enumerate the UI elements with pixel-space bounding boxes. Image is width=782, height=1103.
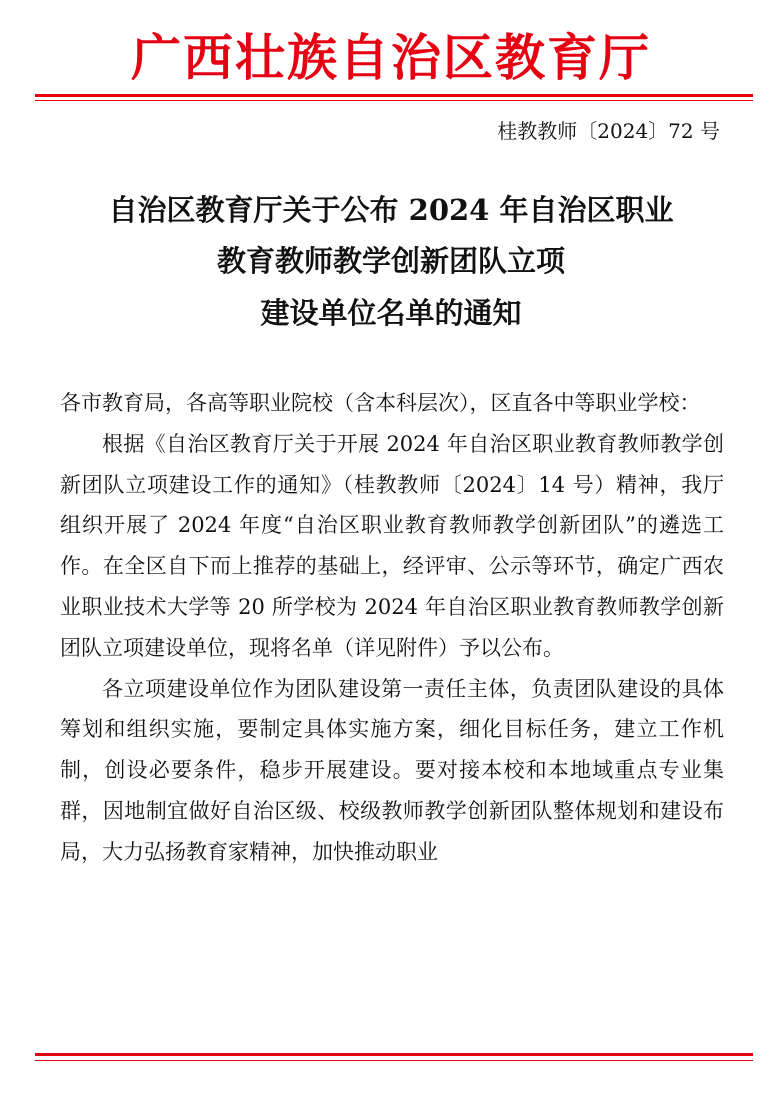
body-paragraph-1: 根据《自治区教育厅关于开展 2024 年自治区职业教育教师教学创新团队立项建设工作的通知》（桂教教师〔2024〕14 号）精神，我厅组织开展了 2024 年度“自治区职业教育教师教学创新团队”的遴选工作。在全区自下而上推荐的基础上，经评审、公示等环节，确定广西农业职业技术大学等 20 所学校为 2024 年自治区职业教育教师教学创新团队立项建设单位，现将名单（详见附件）予以公布。 [60, 431, 724, 660]
document-title-line-3: 建设单位名单的通知 [260, 296, 522, 330]
salutation: 各市教育局，各高等职业院校（含本科层次），区直各中等职业学校： [60, 391, 701, 415]
document-title-line-1: 自治区教育厅关于公布 2024 年自治区职业 [108, 193, 674, 227]
document-body [60, 383, 724, 873]
header-red-rule-thick [35, 94, 753, 97]
document-number: 桂教教师〔2024〕72 号 [497, 119, 720, 143]
issuer-masthead: 广西壮族自治区教育厅 [131, 28, 651, 87]
body-paragraph-2: 各立项建设单位作为团队建设第一责任主体，负责团队建设的具体筹划和组织实施，要制定具体实施方案，细化目标任务，建立工作机制，创设必要条件，稳步开展建设。要对接本校和本地域重点专业集群，因地制宜做好自治区级、校级教师教学创新团队整体规划和建设布局，大力弘扬教育家精神，加快推动职业 [60, 676, 724, 864]
footer-red-rule-thin [35, 1060, 753, 1061]
header-red-rule-thin [35, 100, 753, 101]
document-title-line-2: 教育教师教学创新团队立项 [216, 244, 565, 278]
footer-red-rule-thick [35, 1053, 753, 1056]
